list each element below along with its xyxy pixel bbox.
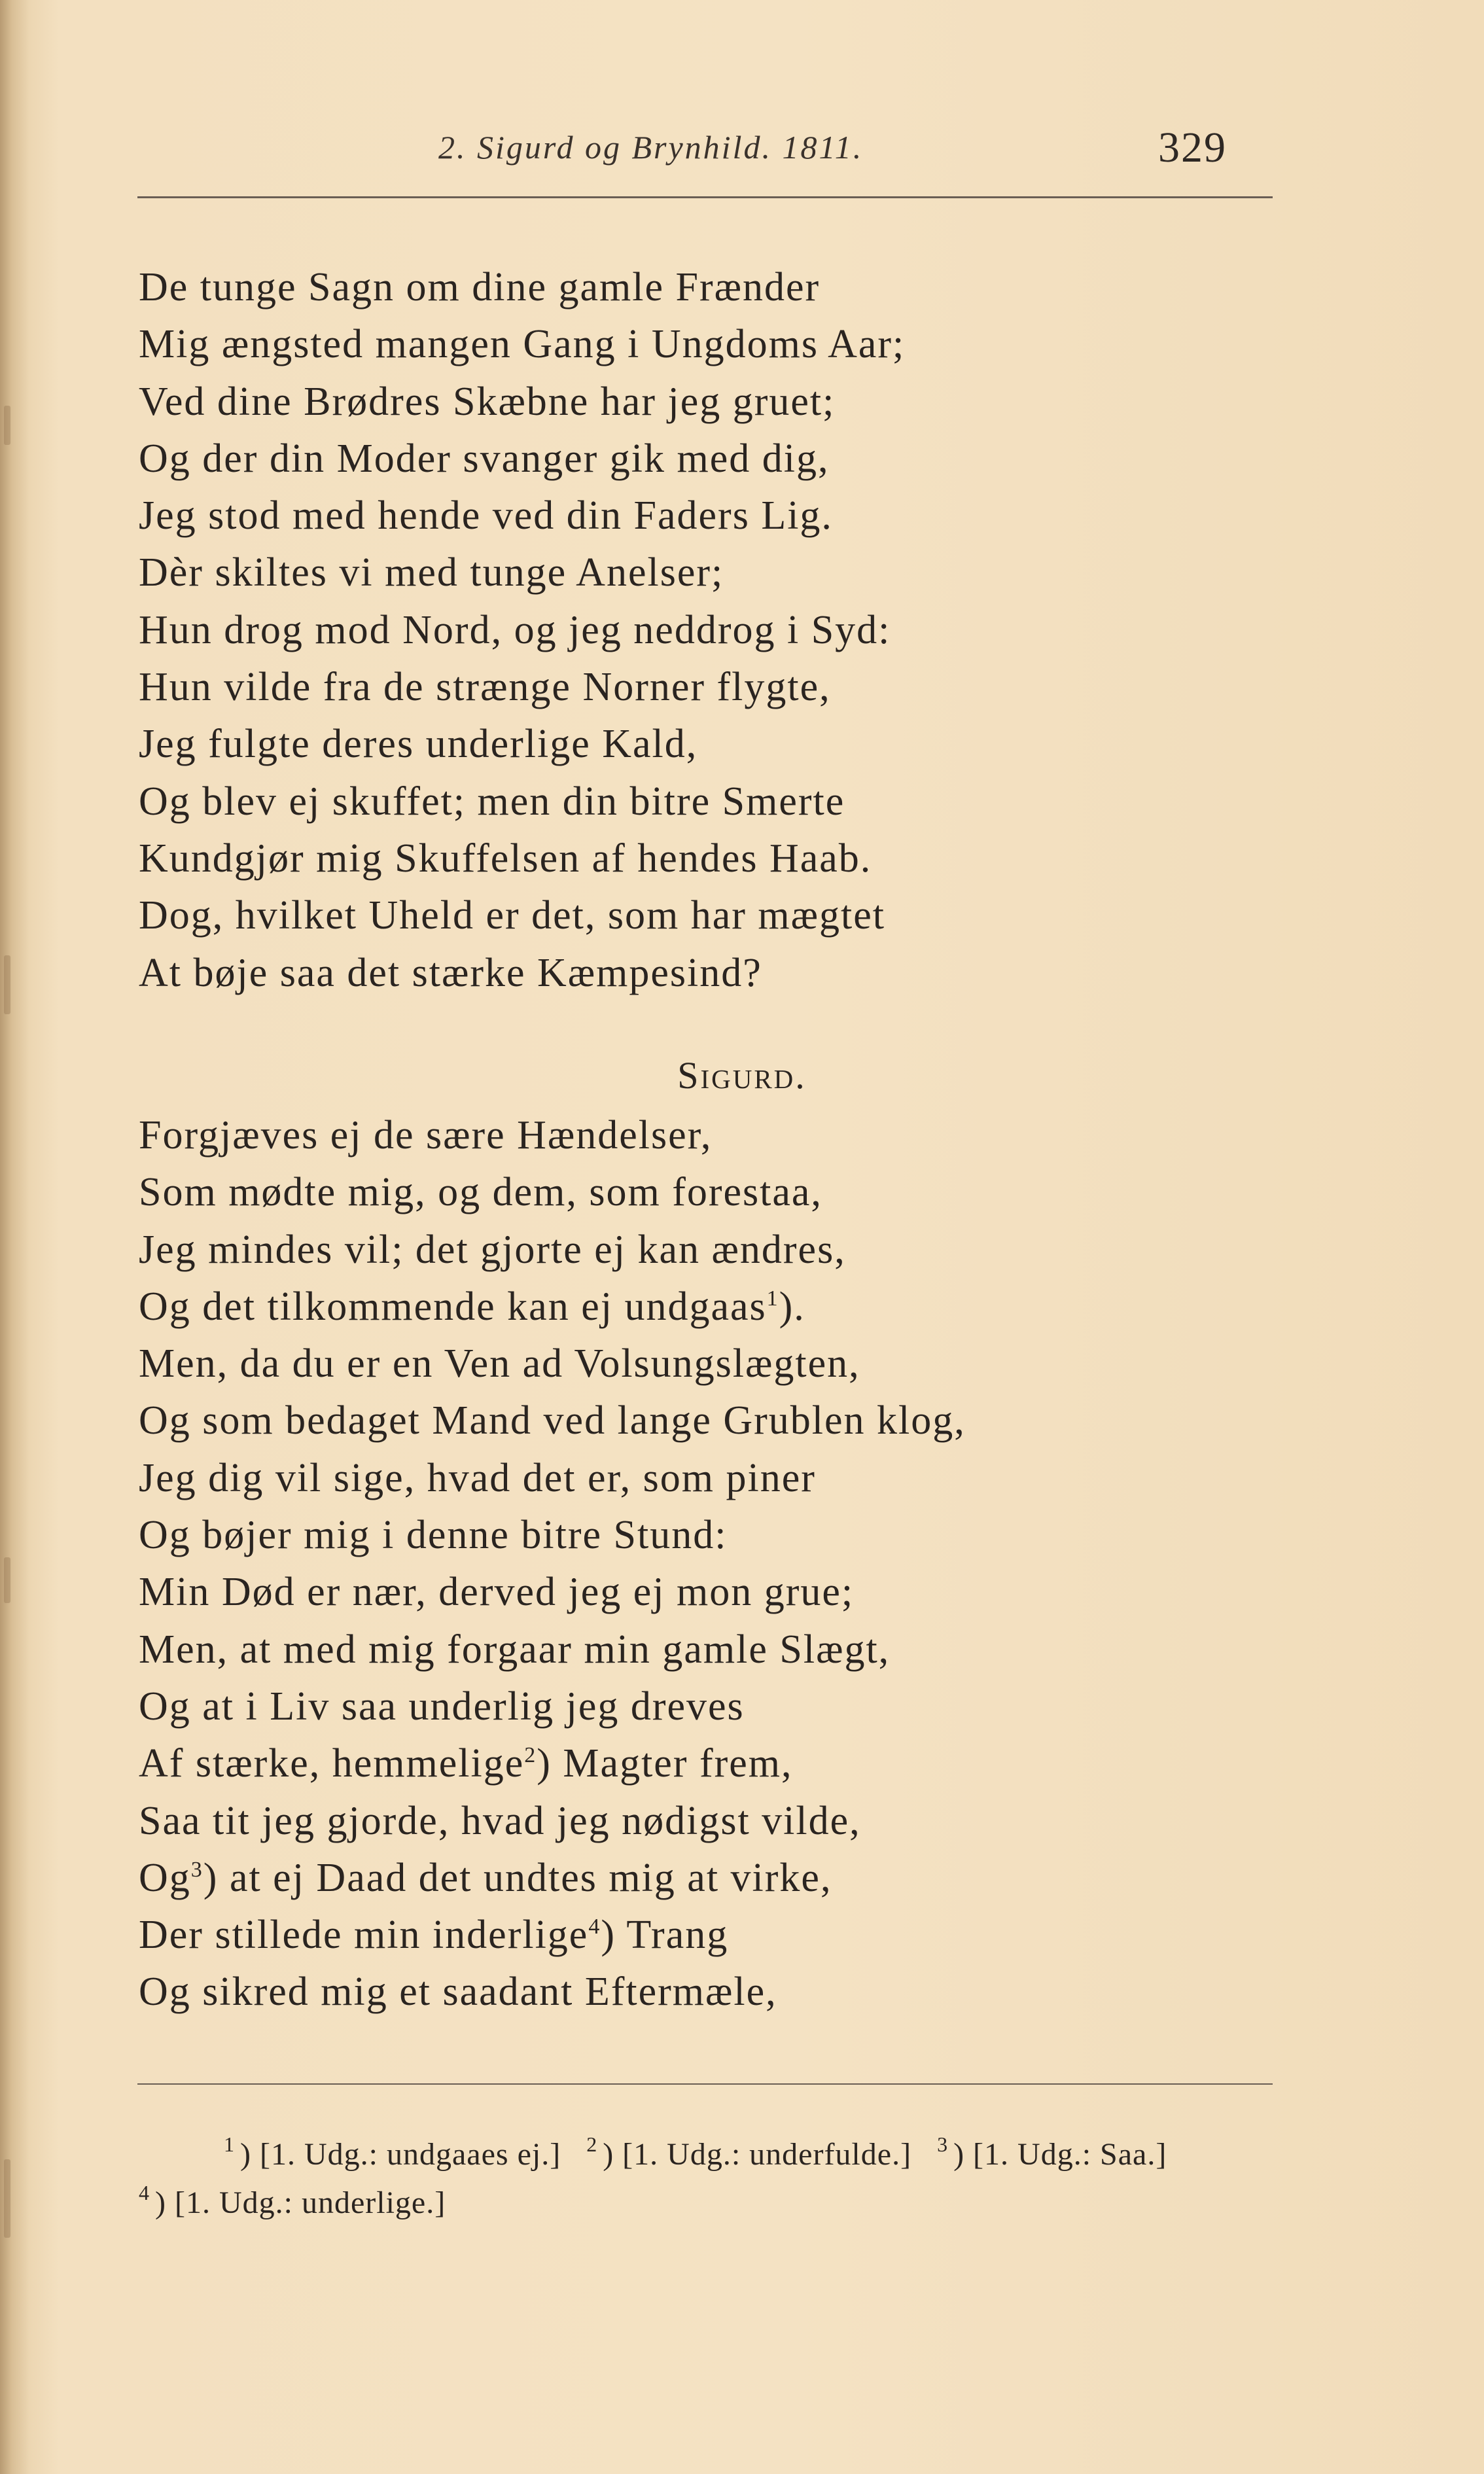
speaker-heading: Sigurd.	[677, 1054, 807, 1097]
verse-line: Jeg fulgte deres underlige Kald,	[139, 722, 698, 767]
footnote-ref: 2	[524, 1743, 537, 1768]
footnote-ref: 1	[766, 1286, 779, 1311]
verse-line: Hun drog mod Nord, og jeg neddrog i Syd:	[139, 607, 891, 652]
verse-line: Og der din Moder svanger gik med dig,	[139, 436, 830, 481]
footnote: $^4$ ) [1. Udg.: underlige.]	[139, 2181, 446, 2220]
verse-line: Forgjæves ej de sære Hændelser,	[139, 1113, 713, 1157]
footnote: $^3$ ) [1. Udg.: Saa.]	[937, 2132, 1167, 2172]
footnote-ref-close: )	[779, 1284, 794, 1329]
verse-line: Jeg mindes vil; det gjorte ej kan ændres,	[139, 1227, 846, 1272]
verse-line: Og$^3$) at ej Daad det undtes mig at virke,	[139, 1855, 832, 1900]
running-title: 2. Sigurd og Brynhild. 1811.	[438, 129, 864, 166]
page-number: 329	[1158, 124, 1227, 171]
verse-line: Jeg dig vil sige, hvad det er, som piner	[139, 1455, 816, 1500]
verse-line: Min Død er nær, derved jeg ej mon grue;	[139, 1570, 855, 1615]
verse-line: Men, at med mig forgaar min gamle Slægt,	[139, 1627, 891, 1672]
footnote-line	[139, 2130, 1274, 2179]
verse-line: At bøje saa det stærke Kæmpesind?	[139, 950, 762, 995]
verse-line: Og det tilkommende kan ej undgaas$^1$).	[139, 1284, 805, 1329]
verse-line: Jeg stod med hende ved din Faders Lig.	[139, 493, 833, 539]
verse-line: Som mødte mig, og dem, som forestaa,	[139, 1170, 822, 1215]
verse-line: Dog, hvilket Uheld er det, som har mægtet	[139, 893, 885, 938]
binding-shadow	[4, 955, 10, 1014]
verse-line: Men, da du er en Ven ad Volsungslægten,	[139, 1341, 860, 1387]
verse-line: De tunge Sagn om dine gamle Frænder	[139, 265, 821, 309]
footnotes	[139, 2130, 1274, 2227]
footnote: $^1$ ) [1. Udg.: undgaaes ej.]	[224, 2132, 561, 2172]
binding-shadow	[4, 406, 10, 445]
verse-line: Og sikred mig et saadant Eftermæle,	[139, 1970, 777, 2015]
verse-line: Dèr skiltes vi med tunge Anelser;	[139, 550, 724, 595]
verse-line: Saa tit jeg gjorde, hvad jeg nødigst vilde,	[139, 1798, 861, 1843]
footnote-rule	[137, 2083, 1273, 2085]
verse-line: Der stillede min inderlige$^4$) Trang	[139, 1913, 729, 1958]
verse-line: Og at i Liv saa underlig jeg dreves	[139, 1684, 745, 1729]
verse-line: Og bøjer mig i denne bitre Stund:	[139, 1513, 728, 1558]
footnote: $^2$ ) [1. Udg.: underfulde.]	[586, 2132, 912, 2172]
verse-line: Af stærke, hemmelige$^2$) Magter frem,	[139, 1741, 793, 1786]
verse-line: Og som bedaget Mand ved lange Grublen klog,	[139, 1398, 966, 1443]
verse-line: Mig ængsted mangen Gang i Ungdoms Aar;	[139, 322, 906, 367]
footnote-ref: 4	[588, 1915, 601, 1939]
verse-line: Hun vilde fra de strænge Norner flygte,	[139, 665, 831, 710]
binding-shadow	[4, 2159, 10, 2238]
running-header	[137, 124, 1273, 181]
verse-line: Og blev ej skuffet; men din bitre Smerte	[139, 779, 845, 824]
stanza-brynhild	[139, 259, 905, 1002]
header-rule	[137, 196, 1273, 198]
footnote-line	[139, 2179, 1274, 2227]
footnote-ref: 3	[190, 1857, 203, 1882]
verse-line: Kundgjør mig Skuffelsen af hendes Haab.	[139, 836, 872, 881]
binding-shadow	[4, 1557, 10, 1603]
stanza-sigurd	[139, 1107, 966, 2021]
verse-line: Ved dine Brødres Skæbne har jeg gruet;	[139, 379, 836, 424]
